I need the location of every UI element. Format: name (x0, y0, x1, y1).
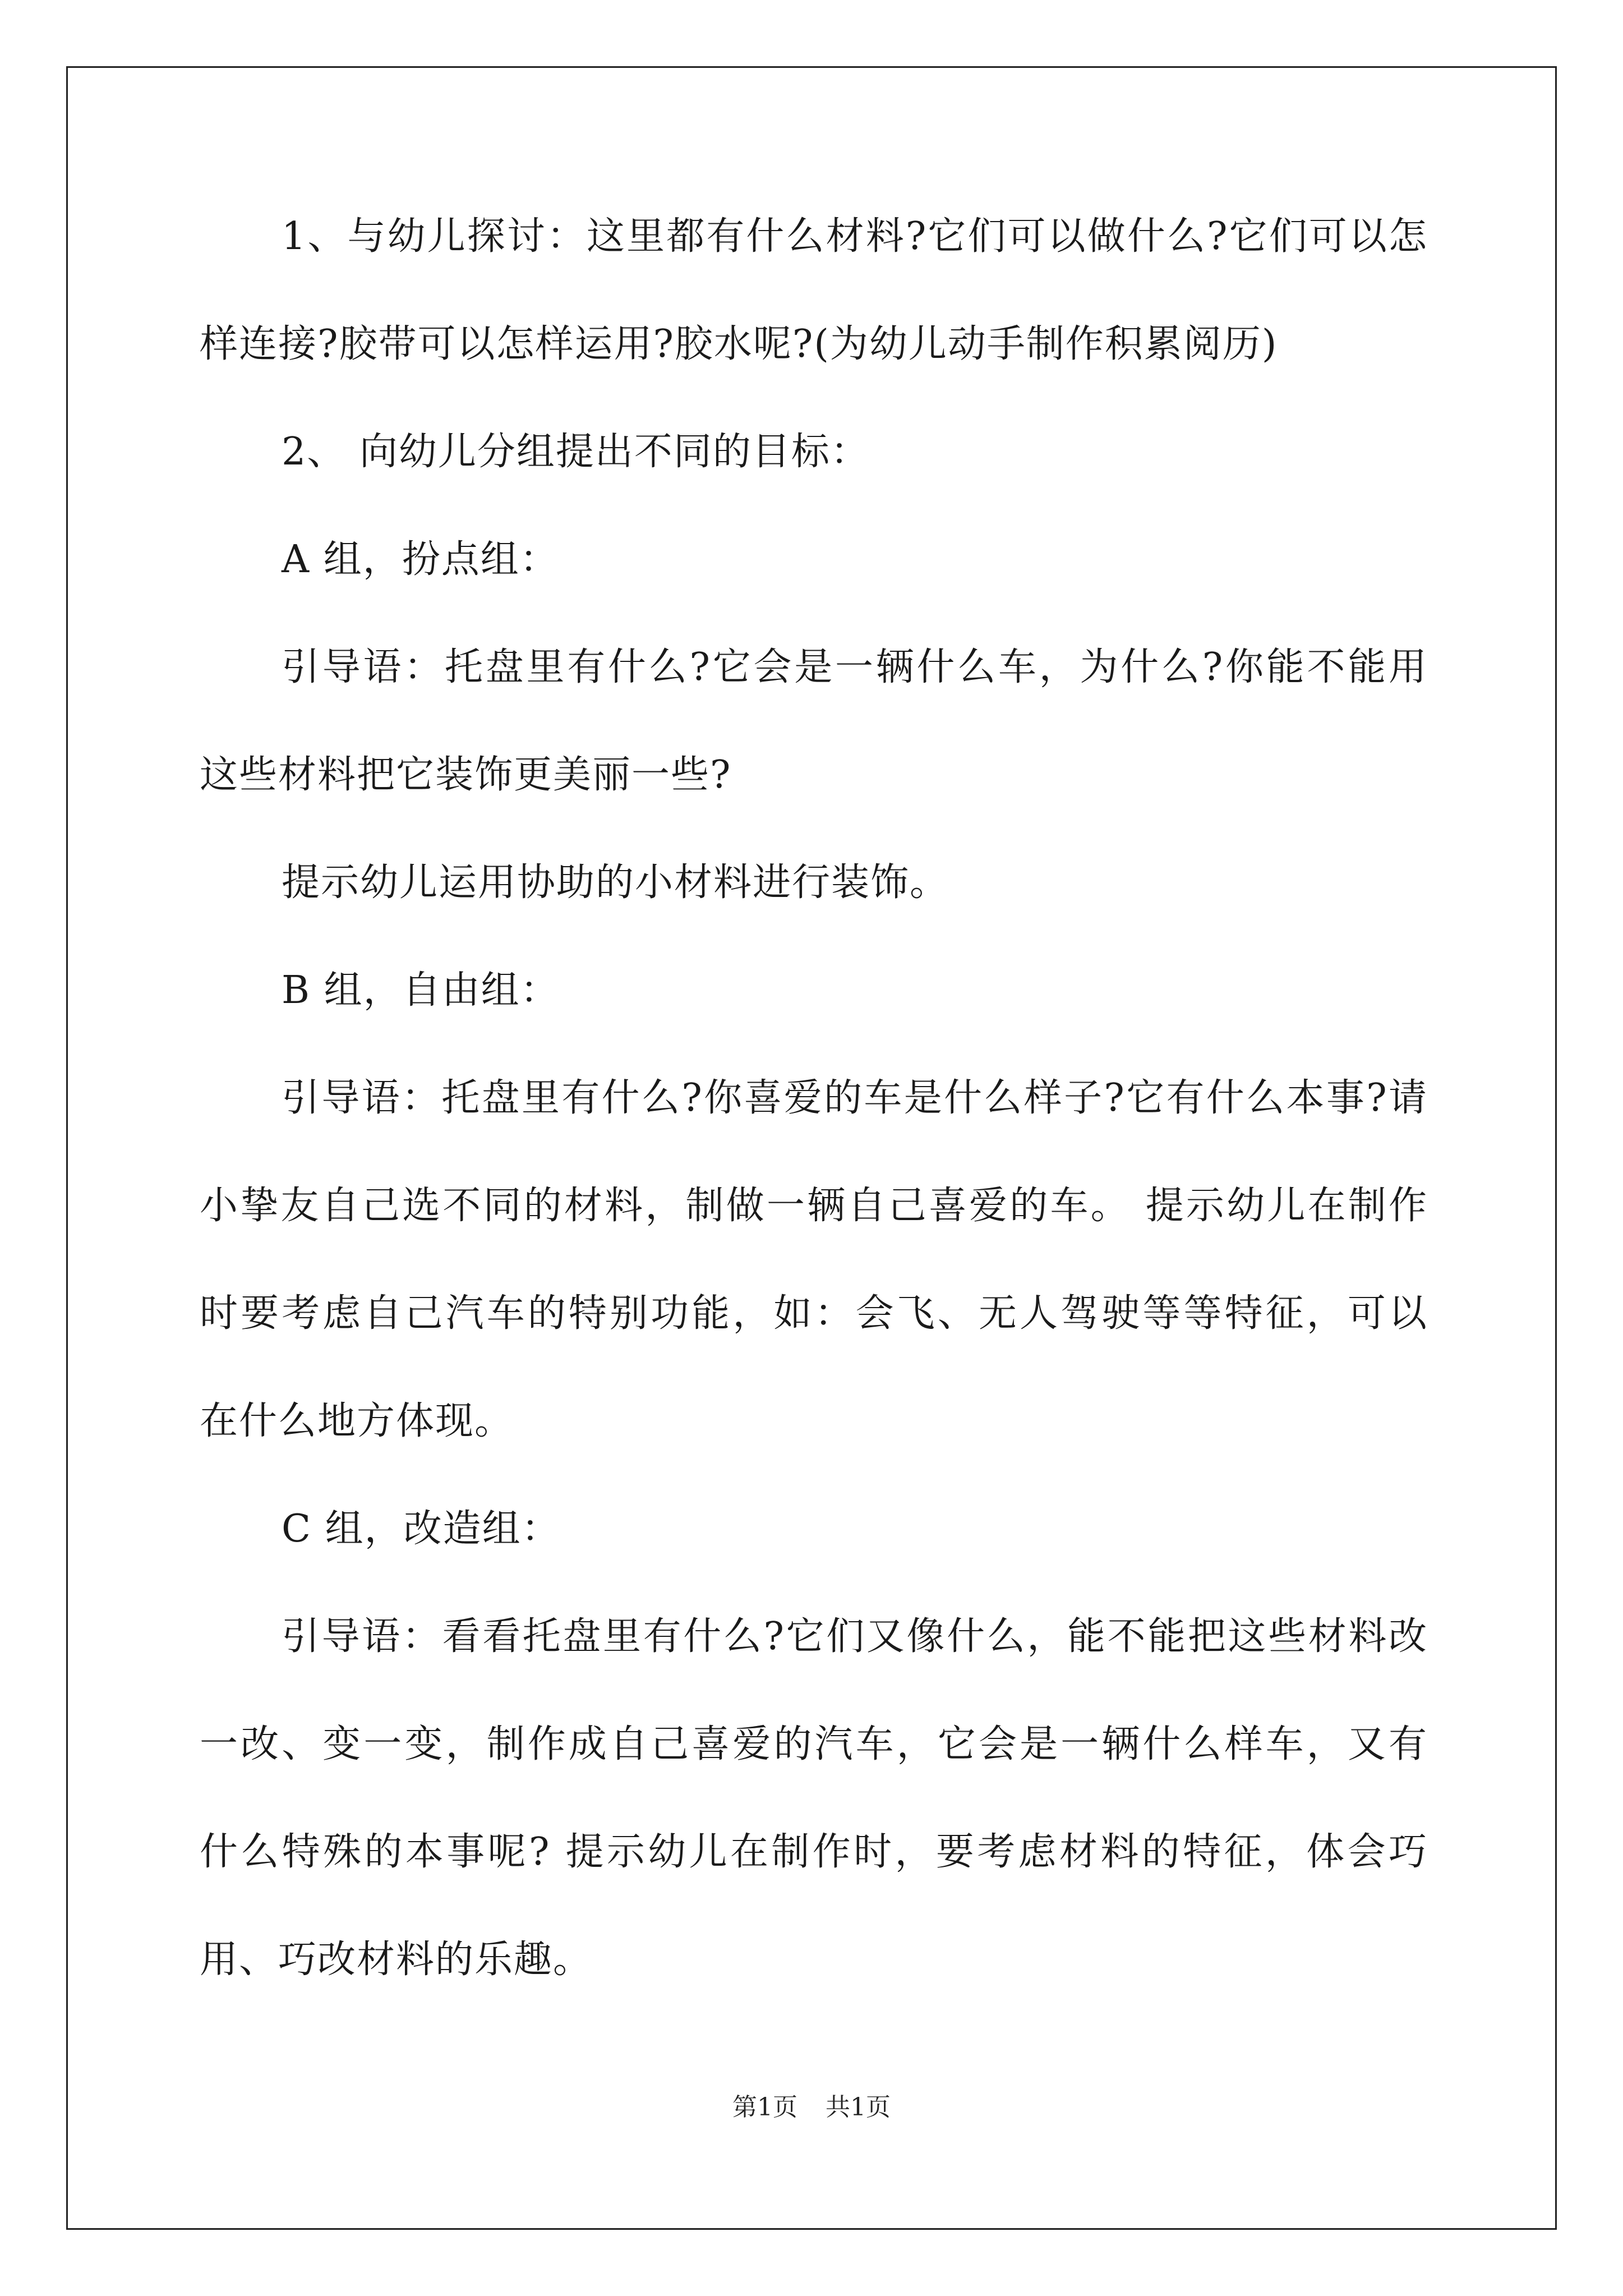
text-line: 样连接?胶带可以怎样运用?胶水呢?(为幼儿动手制作积累阅历) (200, 322, 1278, 366)
text-line: 小挚友自己选不同的材料，制做一辆自己喜爱的车。 提示幼儿在制作 (200, 1184, 1428, 1228)
text-line: 引导语：看看托盘里有什么?它们又像什么，能不能把这些材料改 (282, 1614, 1428, 1659)
text-line: C 组，改造组： (282, 1507, 561, 1551)
group-heading-c (200, 1507, 1428, 1551)
group-heading-b (200, 968, 1428, 1013)
text-line: 1、与幼儿探讨：这里都有什么材料?它们可以做什么?它们可以怎 (282, 214, 1428, 259)
paragraph (200, 430, 1428, 474)
page-number-total: 共1页 (826, 2093, 891, 2122)
text-line: 引导语：托盘里有什么?它会是一辆什么车，为什么?你能不能用 (282, 645, 1428, 689)
text-line: 什么特殊的本事呢? 提示幼儿在制作时，要考虑材料的特征，体会巧 (200, 1830, 1428, 1874)
page-number-current: 第1页 (732, 2093, 797, 2122)
paragraph (200, 645, 1428, 797)
document-body (200, 214, 1428, 2049)
text-line: 在什么地方体现。 (200, 1399, 514, 1443)
group-heading-a (200, 537, 1428, 582)
text-line: A 组，扮点组： (282, 537, 559, 582)
text-line: 这些材料把它装饰更美丽一些? (200, 753, 732, 797)
text-line: 时要考虑自己汽车的特别功能，如：会飞、无人驾驶等等特征，可以 (200, 1291, 1428, 1336)
paragraph (200, 1076, 1428, 1443)
paragraph (200, 214, 1428, 366)
text-line: B 组，自由组： (282, 968, 560, 1013)
text-line: 提示幼儿运用协助的小材料进行装饰。 (282, 861, 949, 905)
paragraph (200, 861, 1428, 905)
text-line: 一改、变一变，制作成自己喜爱的汽车，它会是一辆什么样车，又有 (200, 1722, 1428, 1766)
page-footer (0, 2087, 1623, 2123)
text-line: 用、巧改材料的乐趣。 (200, 1938, 593, 1982)
text-line: 引导语：托盘里有什么?你喜爱的车是什么样子?它有什么本事?请 (282, 1076, 1428, 1120)
text-line: 2、 向幼儿分组提出不同的目标： (282, 430, 870, 474)
paragraph (200, 1614, 1428, 1982)
